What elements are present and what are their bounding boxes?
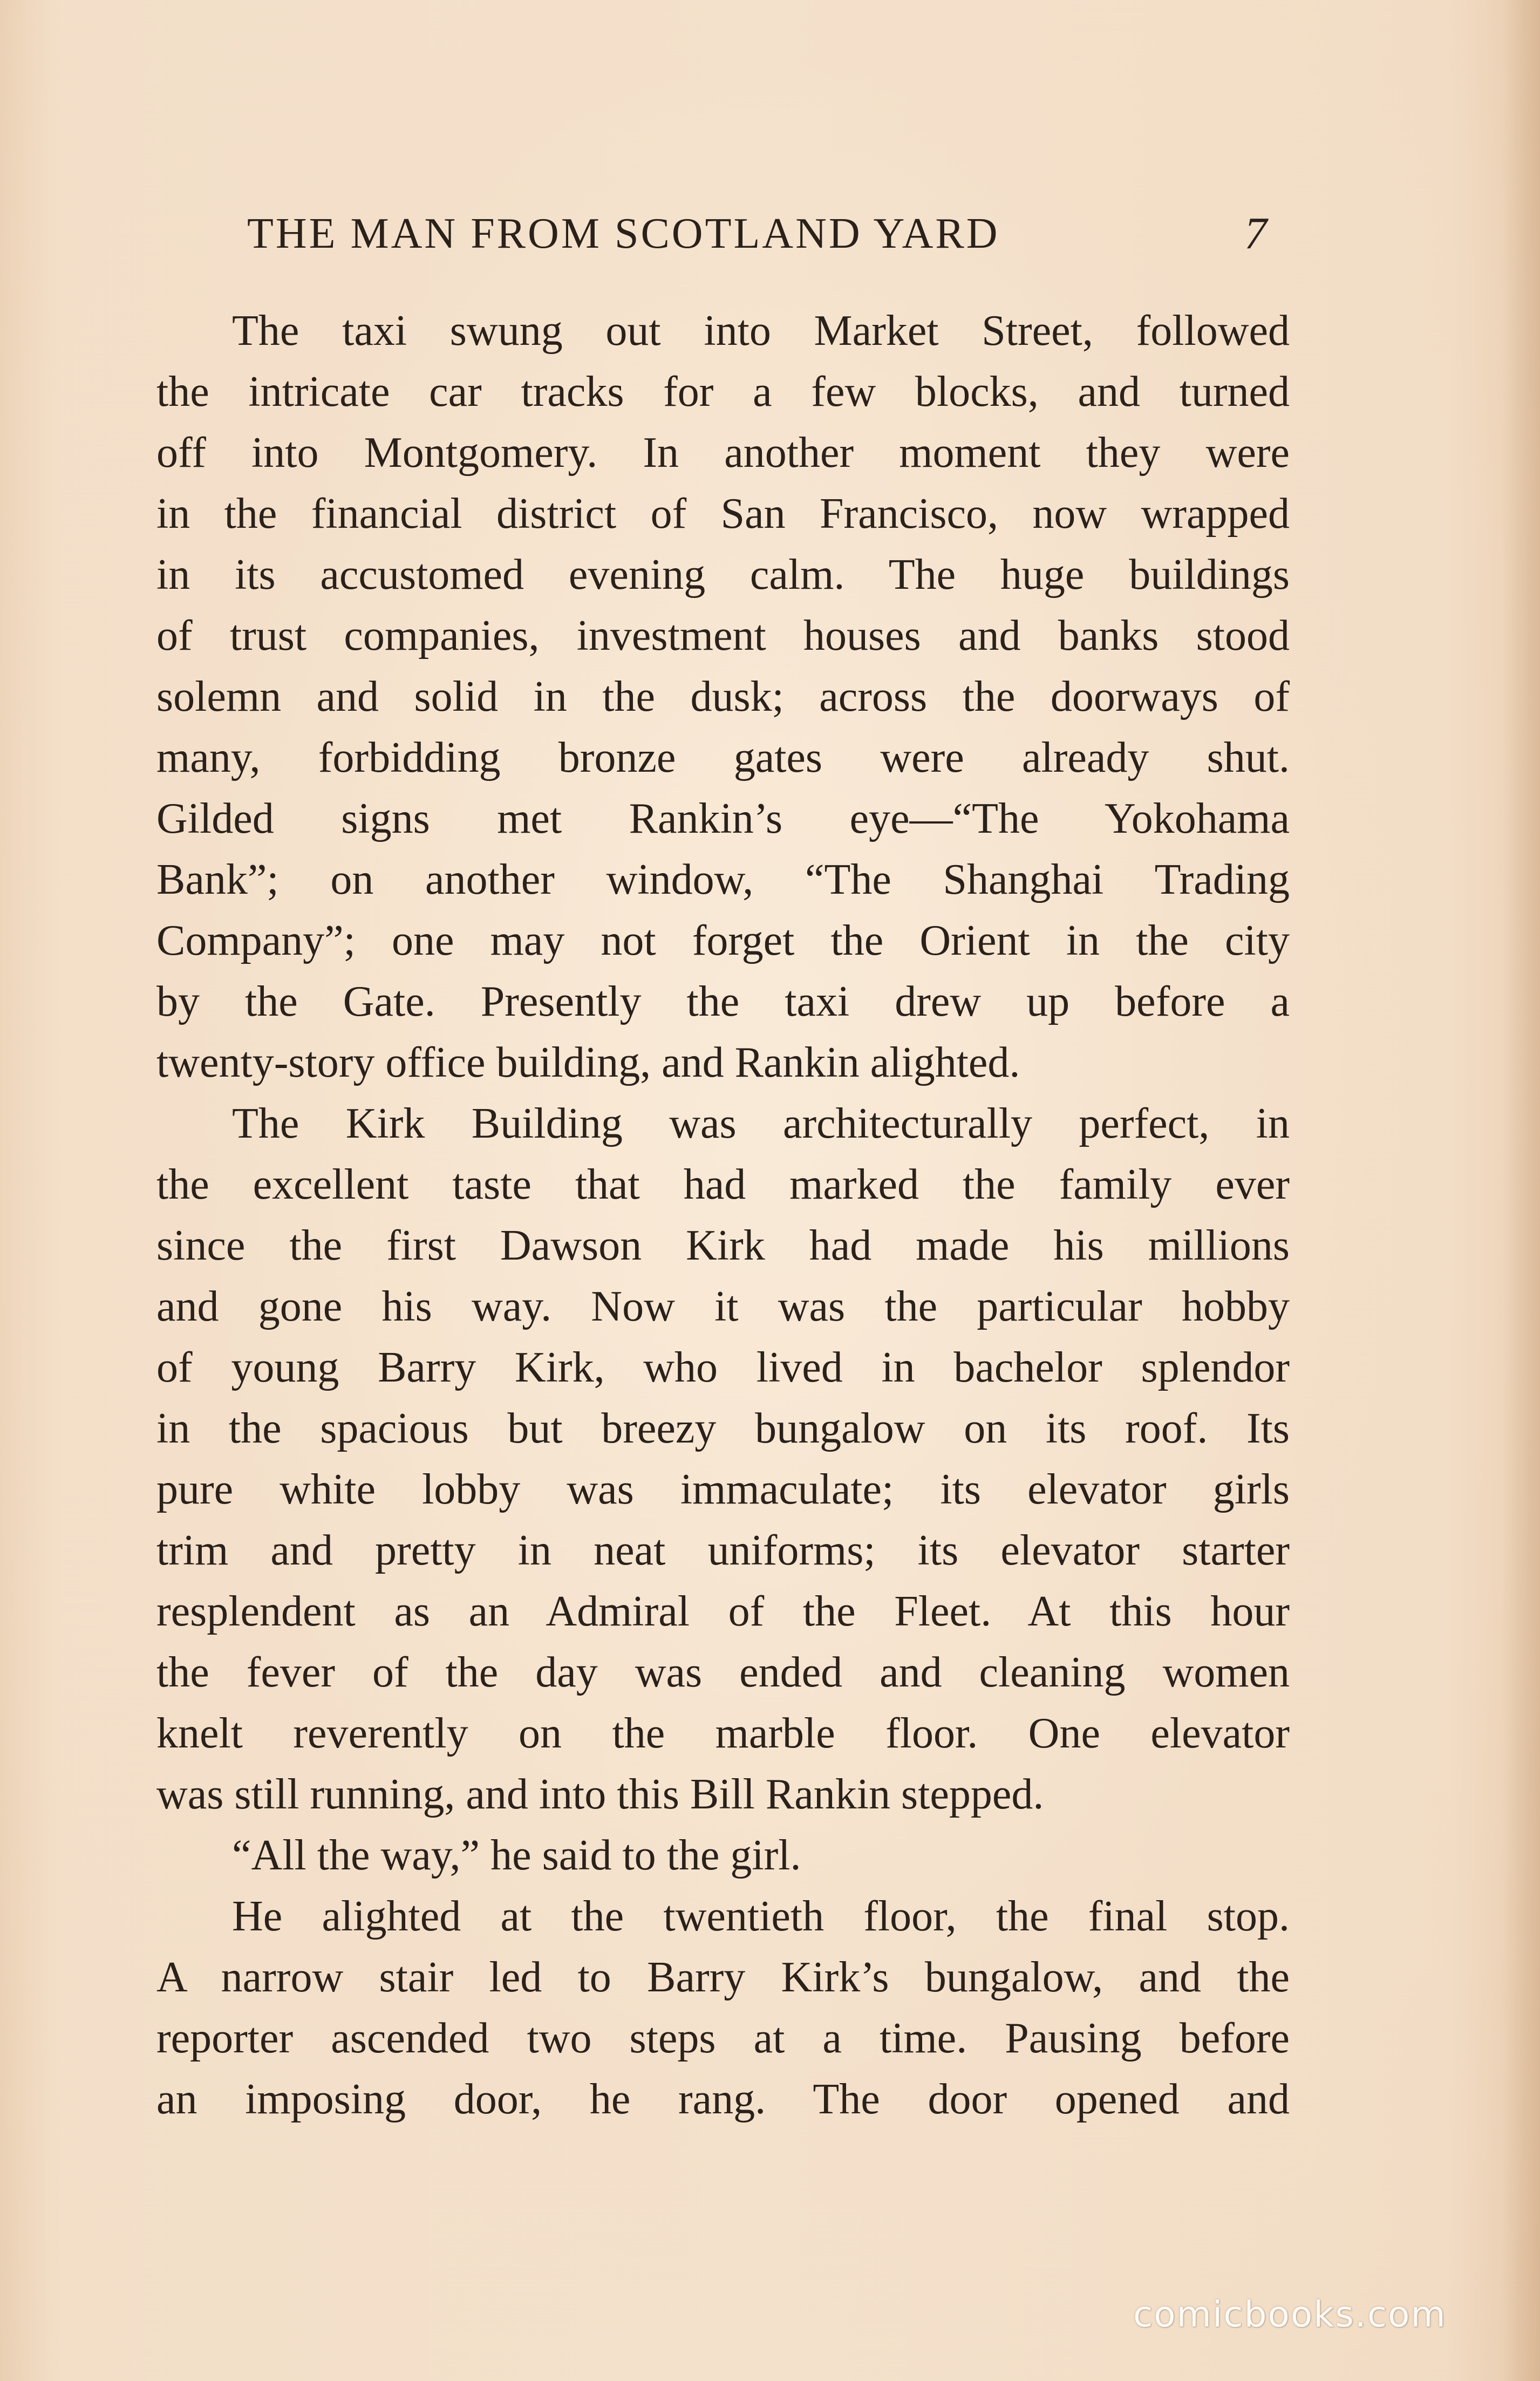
text-line: resplendent as an Admiral of the Fleet. At this hour [156, 1588, 1290, 1635]
text-line: an imposing door, he rang. The door opened and [156, 2076, 1290, 2123]
text-line: The taxi swung out into Market Street, followed [232, 307, 1290, 355]
text-line: Gilded signs met Rankin’s eye—“The Yokohama [156, 795, 1290, 842]
page-number: 7 [1244, 208, 1267, 258]
text-line: A narrow stair led to Barry Kirk’s bungalow, and the [156, 1954, 1290, 2001]
text-line: the intricate car tracks for a few blocks, and turned [156, 368, 1290, 416]
text-line: many, forbidding bronze gates were already shut. [156, 734, 1290, 781]
text-line: by the Gate. Presently the taxi drew up before a [156, 978, 1290, 1025]
text-line: knelt reverently on the marble floor. One elevator [156, 1710, 1290, 1757]
text-line: and gone his way. Now it was the particular hobby [156, 1283, 1290, 1330]
body-text [156, 301, 1290, 2130]
watermark: comicbooks.com [1133, 2294, 1447, 2335]
text-line: Bank”; on another window, “The Shanghai Trading [156, 856, 1290, 903]
text-line: pure white lobby was immaculate; its elevator girls [156, 1466, 1290, 1513]
text-line: the excellent taste that had marked the family ever [156, 1161, 1290, 1208]
page-edge-shading [1502, 0, 1540, 2381]
text-line: reporter ascended two steps at a time. Pausing before [156, 2015, 1290, 2062]
text-line: solemn and solid in the dusk; across the doorways of [156, 673, 1290, 720]
running-head: THE MAN FROM SCOTLAND YARD [247, 210, 1000, 257]
text-line: twenty-story office building, and Rankin alighted. [156, 1039, 1020, 1086]
text-line: The Kirk Building was architecturally perfect, in [232, 1100, 1290, 1147]
text-line: of trust companies, investment houses and banks stood [156, 612, 1290, 659]
text-line: trim and pretty in neat uniforms; its elevator starter [156, 1527, 1290, 1574]
text-line: Company”; one may not forget the Orient in the city [156, 917, 1290, 964]
text-line: in the spacious but breezy bungalow on its roof. Its [156, 1405, 1290, 1452]
text-line: He alighted at the twentieth floor, the final stop. [232, 1893, 1290, 1940]
text-line: in its accustomed evening calm. The huge buildings [156, 551, 1290, 598]
text-line: off into Montgomery. In another moment they were [156, 429, 1290, 477]
text-line: since the first Dawson Kirk had made his millions [156, 1222, 1290, 1269]
text-line: in the financial district of San Francisco, now wrapped [156, 490, 1290, 538]
text-line: of young Barry Kirk, who lived in bachelor splendor [156, 1344, 1290, 1391]
text-line: was still running, and into this Bill Rankin stepped. [156, 1771, 1044, 1818]
text-line: “All the way,” he said to the girl. [232, 1832, 801, 1879]
text-line: the fever of the day was ended and cleaning women [156, 1649, 1290, 1696]
